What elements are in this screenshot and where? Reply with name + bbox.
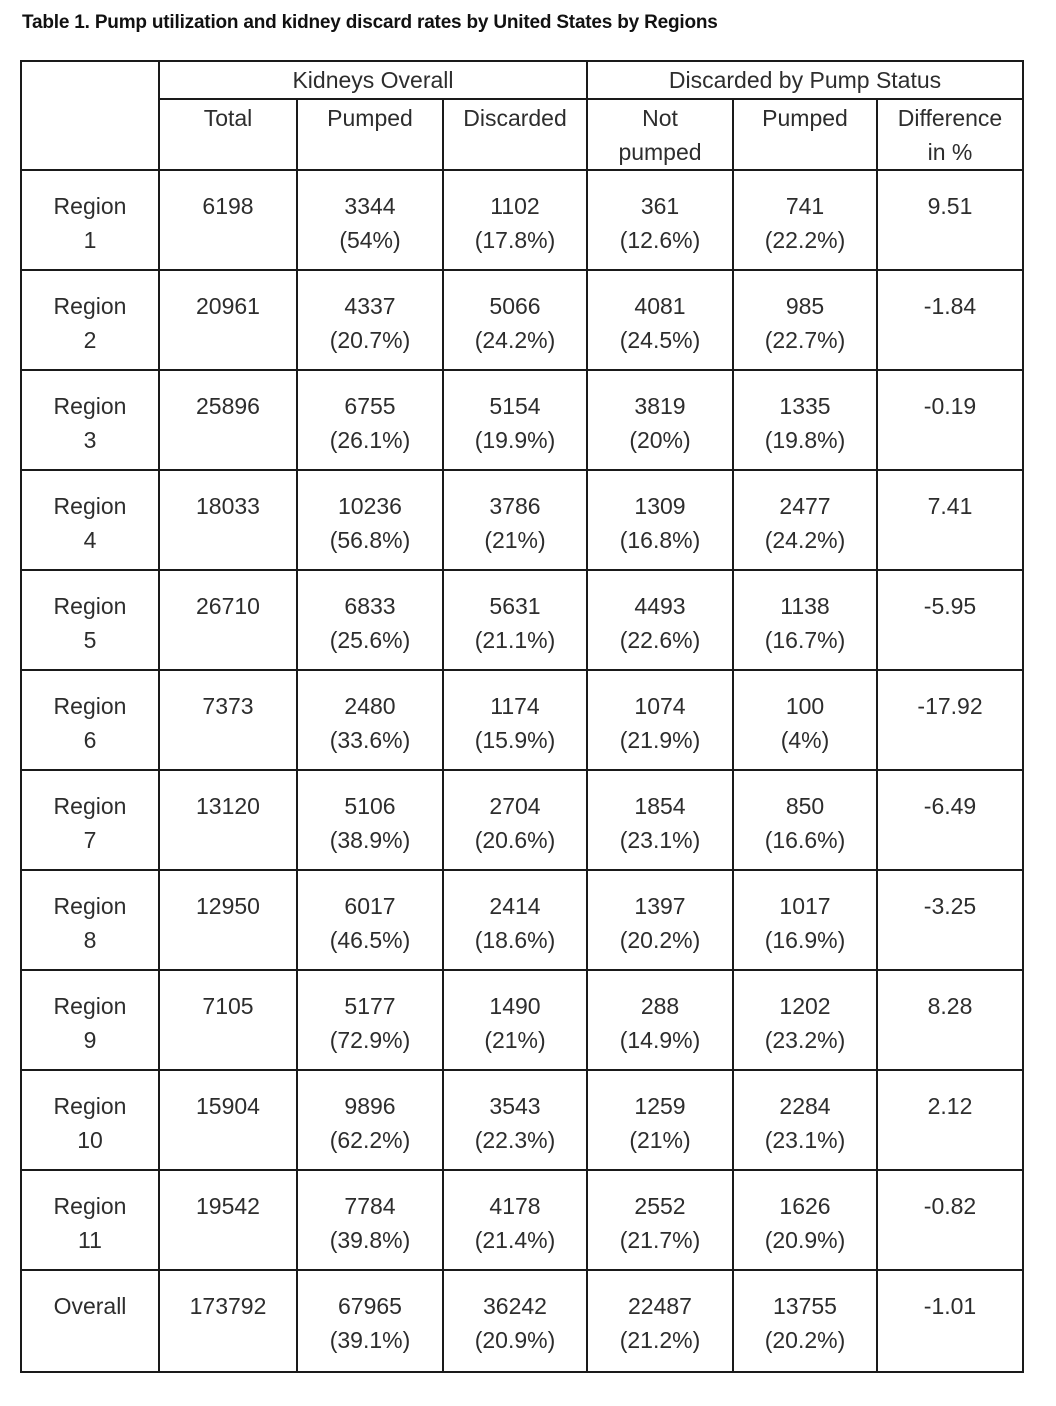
pumped-cell-pumped-pct: (54%)	[339, 227, 401, 253]
pumped-cell	[297, 570, 443, 670]
discarded-pumped-cell-disc-pumped: 13755	[773, 1293, 837, 1319]
total-cell-total: 12950	[196, 893, 260, 919]
pumped-cell-pumped-pct: (72.9%)	[329, 1027, 411, 1053]
discarded-cell-discarded-pct: (22.3%)	[474, 1127, 556, 1153]
not-pumped-cell-not-pumped: 2552	[634, 1193, 686, 1219]
not-pumped-cell-not-pumped: 4081	[634, 293, 686, 319]
not-pumped-cell-not-pumped: 1309	[634, 493, 686, 519]
region-label-cell	[21, 370, 159, 470]
discarded-pumped-cell-disc-pumped: 2284	[779, 1093, 831, 1119]
discarded-pumped-cell-disc-pumped-pct: (23.2%)	[764, 1027, 846, 1053]
table-row	[21, 470, 1023, 570]
difference-cell-difference: -0.19	[923, 393, 977, 419]
not-pumped-cell-not-pumped-pct: (16.8%)	[619, 527, 701, 553]
discarded-cell-discarded-pct: (24.2%)	[474, 327, 556, 353]
pump-utilization-table	[20, 60, 1024, 1373]
pumped-cell	[297, 670, 443, 770]
not-pumped-cell-not-pumped: 1397	[634, 893, 686, 919]
discarded-pumped-cell	[733, 870, 877, 970]
total-cell	[159, 870, 297, 970]
difference-cell	[877, 170, 1023, 270]
not-pumped-cell-not-pumped: 4493	[634, 593, 686, 619]
total-cell-total: 18033	[196, 493, 260, 519]
not-pumped-cell-not-pumped-pct: (12.6%)	[619, 227, 701, 253]
region-label-cell	[21, 770, 159, 870]
difference-cell-difference: -17.92	[917, 693, 983, 719]
pumped-cell-pumped-pct: (56.8%)	[329, 527, 411, 553]
difference-cell	[877, 1270, 1023, 1372]
group-header-discarded-by-pump: Discarded by Pump Status	[587, 61, 1023, 99]
discarded-pumped-cell-disc-pumped: 2477	[779, 493, 831, 519]
discarded-pumped-cell	[733, 970, 877, 1070]
region-label-cell	[21, 1070, 159, 1170]
region-label-cell	[21, 1270, 159, 1372]
discarded-cell-discarded-pct: (21.1%)	[474, 627, 556, 653]
region-label-cell-label2: 9	[83, 1027, 97, 1053]
total-cell-total: 15904	[196, 1093, 260, 1119]
not-pumped-cell-not-pumped-pct: (20%)	[629, 427, 691, 453]
pumped-cell-pumped-pct: (33.6%)	[329, 727, 411, 753]
table-row	[21, 570, 1023, 670]
discarded-cell-discarded-pct: (21%)	[484, 527, 546, 553]
discarded-cell-discarded-pct: (20.6%)	[474, 827, 556, 853]
discarded-pumped-cell	[733, 670, 877, 770]
region-label-cell-label1: Region	[53, 793, 127, 819]
discarded-pumped-cell-disc-pumped: 741	[785, 193, 825, 219]
discarded-cell-discarded-pct: (21%)	[484, 1027, 546, 1053]
difference-cell-difference: -1.84	[923, 293, 977, 319]
not-pumped-cell	[587, 570, 733, 670]
table-row	[21, 970, 1023, 1070]
column-header-discarded-pumped: Pumped	[733, 99, 877, 170]
pumped-cell-pumped: 9896	[344, 1093, 396, 1119]
discarded-pumped-cell-disc-pumped-pct: (16.6%)	[764, 827, 846, 853]
total-cell	[159, 270, 297, 370]
region-label-cell-label2: 10	[77, 1127, 103, 1153]
pumped-cell	[297, 470, 443, 570]
discarded-cell-discarded: 1174	[490, 693, 540, 719]
table-body	[21, 170, 1023, 1372]
discarded-cell	[443, 1270, 587, 1372]
discarded-pumped-cell-disc-pumped-pct: (22.2%)	[764, 227, 846, 253]
difference-cell	[877, 1070, 1023, 1170]
not-pumped-cell-not-pumped-pct: (22.6%)	[619, 627, 701, 653]
column-header-not-pumped	[587, 99, 733, 170]
region-label-cell-label2: 7	[83, 827, 97, 853]
difference-cell-difference: -0.82	[923, 1193, 977, 1219]
discarded-pumped-cell-disc-pumped: 1626	[779, 1193, 831, 1219]
total-cell-total: 19542	[196, 1193, 260, 1219]
total-cell-total: 13120	[196, 793, 260, 819]
discarded-cell	[443, 1170, 587, 1270]
discarded-cell-discarded-pct: (21.4%)	[474, 1227, 556, 1253]
not-pumped-cell-not-pumped: 1074	[634, 693, 686, 719]
pumped-cell-pumped: 3344	[344, 193, 396, 219]
discarded-cell	[443, 570, 587, 670]
discarded-cell-discarded: 1102	[490, 193, 540, 219]
difference-cell	[877, 970, 1023, 1070]
total-cell	[159, 1070, 297, 1170]
total-cell	[159, 1170, 297, 1270]
not-pumped-cell	[587, 870, 733, 970]
not-pumped-cell	[587, 1170, 733, 1270]
difference-cell-difference: 8.28	[927, 993, 973, 1019]
column-header-discarded: Discarded	[443, 99, 587, 170]
discarded-cell-discarded-pct: (18.6%)	[474, 927, 556, 953]
discarded-cell	[443, 1070, 587, 1170]
pumped-cell-pumped: 6833	[344, 593, 396, 619]
discarded-pumped-cell-disc-pumped-pct: (20.9%)	[764, 1227, 846, 1253]
region-label-cell-label2: 1	[83, 227, 97, 253]
discarded-cell-discarded: 5066	[489, 293, 541, 319]
region-label-cell	[21, 1170, 159, 1270]
not-pumped-cell	[587, 670, 733, 770]
not-pumped-cell-not-pumped-pct: (21%)	[629, 1127, 691, 1153]
not-pumped-cell-not-pumped: 22487	[628, 1293, 692, 1319]
pumped-cell	[297, 770, 443, 870]
column-header-total: Total	[159, 99, 297, 170]
difference-cell	[877, 1170, 1023, 1270]
region-label-cell-label2: 11	[78, 1227, 102, 1253]
discarded-pumped-cell-disc-pumped: 1335	[779, 393, 831, 419]
discarded-pumped-cell-disc-pumped: 1017	[779, 893, 831, 919]
difference-cell	[877, 270, 1023, 370]
difference-cell-difference: -1.01	[923, 1293, 977, 1319]
region-label-cell-label1: Region	[53, 593, 127, 619]
region-label-cell	[21, 270, 159, 370]
discarded-cell	[443, 370, 587, 470]
total-cell-total: 25896	[196, 393, 260, 419]
not-pumped-cell-not-pumped-pct: (21.7%)	[619, 1227, 701, 1253]
discarded-pumped-cell-disc-pumped: 985	[785, 293, 825, 319]
not-pumped-cell-not-pumped: 361	[640, 193, 680, 219]
total-cell	[159, 570, 297, 670]
column-header-pumped: Pumped	[297, 99, 443, 170]
region-label-cell	[21, 570, 159, 670]
table-row	[21, 1070, 1023, 1170]
difference-cell-difference: 7.41	[927, 493, 973, 519]
region-label-cell-label1: Region	[53, 193, 127, 219]
discarded-cell	[443, 970, 587, 1070]
pumped-cell	[297, 870, 443, 970]
table-row	[21, 370, 1023, 470]
not-pumped-cell-not-pumped: 1854	[634, 793, 686, 819]
region-label-cell	[21, 970, 159, 1070]
difference-cell-difference: -6.49	[923, 793, 977, 819]
discarded-pumped-cell-disc-pumped: 1202	[779, 993, 831, 1019]
discarded-pumped-cell	[733, 470, 877, 570]
pumped-cell-pumped: 6755	[344, 393, 396, 419]
total-cell	[159, 670, 297, 770]
difference-cell	[877, 870, 1023, 970]
discarded-pumped-cell	[733, 170, 877, 270]
pumped-cell-pumped-pct: (39.1%)	[329, 1327, 411, 1353]
region-label-cell-label2: 2	[83, 327, 97, 353]
region-label-cell-label1: Region	[53, 493, 127, 519]
difference-cell-difference: -3.25	[923, 893, 977, 919]
discarded-cell-discarded: 2414	[489, 893, 541, 919]
discarded-pumped-cell-disc-pumped-pct: (23.1%)	[764, 1127, 846, 1153]
pumped-cell-pumped-pct: (62.2%)	[329, 1127, 411, 1153]
pumped-cell	[297, 370, 443, 470]
discarded-cell-discarded-pct: (20.9%)	[474, 1327, 556, 1353]
not-pumped-cell-not-pumped: 1259	[634, 1093, 686, 1119]
pumped-cell-pumped-pct: (39.8%)	[329, 1227, 411, 1253]
region-label-cell-label1: Overall	[53, 1293, 127, 1319]
column-header-difference	[877, 99, 1023, 170]
column-header-not-pumped-line1: Not	[642, 105, 678, 131]
discarded-cell-discarded-pct: (17.8%)	[474, 227, 556, 253]
discarded-cell	[443, 670, 587, 770]
total-cell	[159, 770, 297, 870]
difference-cell	[877, 470, 1023, 570]
table-row	[21, 270, 1023, 370]
discarded-pumped-cell-disc-pumped-pct: (24.2%)	[764, 527, 846, 553]
discarded-pumped-cell	[733, 370, 877, 470]
pumped-cell-pumped-pct: (20.7%)	[329, 327, 411, 353]
region-label-cell	[21, 870, 159, 970]
difference-cell	[877, 370, 1023, 470]
difference-cell	[877, 670, 1023, 770]
difference-cell-difference: -5.95	[923, 593, 977, 619]
total-cell	[159, 370, 297, 470]
discarded-pumped-cell-disc-pumped-pct: (19.8%)	[764, 427, 846, 453]
column-header-difference-line2: in %	[927, 139, 973, 165]
not-pumped-cell-not-pumped: 3819	[634, 393, 686, 419]
region-label-cell-label1: Region	[53, 1093, 127, 1119]
region-label-cell	[21, 470, 159, 570]
discarded-cell-discarded: 3543	[489, 1093, 541, 1119]
pumped-cell-pumped: 5106	[344, 793, 396, 819]
discarded-pumped-cell	[733, 1070, 877, 1170]
region-label-cell-label2: 4	[83, 527, 97, 553]
total-cell-total: 7373	[202, 693, 254, 719]
discarded-cell-discarded: 5154	[489, 393, 541, 419]
not-pumped-cell	[587, 470, 733, 570]
pumped-cell-pumped: 4337	[344, 293, 396, 319]
discarded-pumped-cell-disc-pumped-pct: (16.9%)	[764, 927, 846, 953]
difference-cell	[877, 570, 1023, 670]
pumped-cell	[297, 1170, 443, 1270]
not-pumped-cell-not-pumped-pct: (23.1%)	[619, 827, 701, 853]
pumped-cell-pumped: 2480	[344, 693, 396, 719]
total-cell	[159, 970, 297, 1070]
pumped-cell-pumped: 6017	[344, 893, 396, 919]
discarded-cell	[443, 270, 587, 370]
pumped-cell	[297, 1270, 443, 1372]
region-label-cell	[21, 170, 159, 270]
table-row	[21, 770, 1023, 870]
discarded-cell-discarded-pct: (19.9%)	[474, 427, 556, 453]
region-label-cell	[21, 670, 159, 770]
discarded-cell	[443, 470, 587, 570]
total-cell-total: 26710	[196, 593, 260, 619]
discarded-cell	[443, 770, 587, 870]
pumped-cell-pumped-pct: (46.5%)	[329, 927, 411, 953]
not-pumped-cell	[587, 170, 733, 270]
table-row	[21, 870, 1023, 970]
difference-cell-difference: 9.51	[927, 193, 973, 219]
discarded-cell	[443, 870, 587, 970]
discarded-cell-discarded: 3786	[489, 493, 541, 519]
not-pumped-cell-not-pumped-pct: (21.2%)	[619, 1327, 701, 1353]
total-cell-total: 20961	[196, 293, 260, 319]
not-pumped-cell-not-pumped-pct: (21.9%)	[619, 727, 701, 753]
discarded-pumped-cell-disc-pumped: 1138	[780, 593, 830, 619]
total-cell-total: 6198	[202, 193, 254, 219]
column-header-not-pumped-line2: pumped	[618, 139, 702, 165]
discarded-pumped-cell-disc-pumped: 100	[785, 693, 825, 719]
pumped-cell-pumped: 10236	[338, 493, 402, 519]
column-header-difference-line1: Difference	[897, 105, 1003, 131]
difference-cell	[877, 770, 1023, 870]
pumped-cell-pumped: 67965	[338, 1293, 402, 1319]
pumped-cell-pumped: 7784	[344, 1193, 396, 1219]
region-label-cell-label2: 6	[83, 727, 97, 753]
region-label-cell-label2: 5	[83, 627, 97, 653]
not-pumped-cell	[587, 1070, 733, 1170]
region-label-cell-label1: Region	[53, 1193, 127, 1219]
not-pumped-cell-not-pumped: 288	[640, 993, 680, 1019]
not-pumped-cell	[587, 1270, 733, 1372]
pumped-cell	[297, 1070, 443, 1170]
difference-cell-difference: 2.12	[927, 1093, 973, 1119]
pumped-cell-pumped-pct: (25.6%)	[329, 627, 411, 653]
region-label-cell-label1: Region	[53, 993, 127, 1019]
total-cell	[159, 470, 297, 570]
total-cell	[159, 170, 297, 270]
table-row	[21, 1170, 1023, 1270]
pumped-cell-pumped-pct: (38.9%)	[329, 827, 411, 853]
region-label-cell-label2: 3	[83, 427, 97, 453]
total-cell-total: 173792	[189, 1293, 267, 1319]
discarded-pumped-cell	[733, 270, 877, 370]
discarded-cell-discarded: 4178	[489, 1193, 541, 1219]
not-pumped-cell	[587, 770, 733, 870]
discarded-pumped-cell	[733, 1270, 877, 1372]
total-cell-total: 7105	[202, 993, 254, 1019]
discarded-cell-discarded-pct: (15.9%)	[474, 727, 556, 753]
pumped-cell-pumped-pct: (26.1%)	[329, 427, 411, 453]
region-label-cell-label1: Region	[53, 293, 127, 319]
discarded-pumped-cell	[733, 570, 877, 670]
group-header-kidneys-overall: Kidneys Overall	[159, 61, 587, 99]
table-title: Table 1. Pump utilization and kidney discard rates by United States by Regions	[22, 12, 718, 33]
table-row	[21, 1270, 1023, 1372]
discarded-cell-discarded: 1490	[489, 993, 541, 1019]
region-label-cell-label1: Region	[53, 393, 127, 419]
not-pumped-cell	[587, 270, 733, 370]
not-pumped-cell-not-pumped-pct: (14.9%)	[619, 1027, 701, 1053]
discarded-pumped-cell-disc-pumped-pct: (20.2%)	[764, 1327, 846, 1353]
pumped-cell	[297, 270, 443, 370]
discarded-cell	[443, 170, 587, 270]
pumped-cell	[297, 170, 443, 270]
table-row	[21, 170, 1023, 270]
discarded-cell-discarded: 36242	[483, 1293, 547, 1319]
discarded-pumped-cell-disc-pumped-pct: (16.7%)	[764, 627, 846, 653]
not-pumped-cell-not-pumped-pct: (20.2%)	[619, 927, 701, 953]
not-pumped-cell	[587, 970, 733, 1070]
discarded-pumped-cell	[733, 1170, 877, 1270]
discarded-pumped-cell-disc-pumped-pct: (4%)	[780, 727, 830, 753]
discarded-pumped-cell-disc-pumped: 850	[785, 793, 825, 819]
pumped-cell	[297, 970, 443, 1070]
region-label-cell-label1: Region	[53, 893, 127, 919]
discarded-pumped-cell-disc-pumped-pct: (22.7%)	[764, 327, 846, 353]
discarded-cell-discarded: 5631	[489, 593, 541, 619]
pumped-cell-pumped: 5177	[344, 993, 396, 1019]
table-row	[21, 670, 1023, 770]
region-label-cell-label1: Region	[53, 693, 127, 719]
not-pumped-cell	[587, 370, 733, 470]
total-cell	[159, 1270, 297, 1372]
not-pumped-cell-not-pumped-pct: (24.5%)	[619, 327, 701, 353]
corner-cell	[21, 61, 159, 170]
discarded-pumped-cell	[733, 770, 877, 870]
discarded-cell-discarded: 2704	[489, 793, 541, 819]
region-label-cell-label2: 8	[83, 927, 97, 953]
